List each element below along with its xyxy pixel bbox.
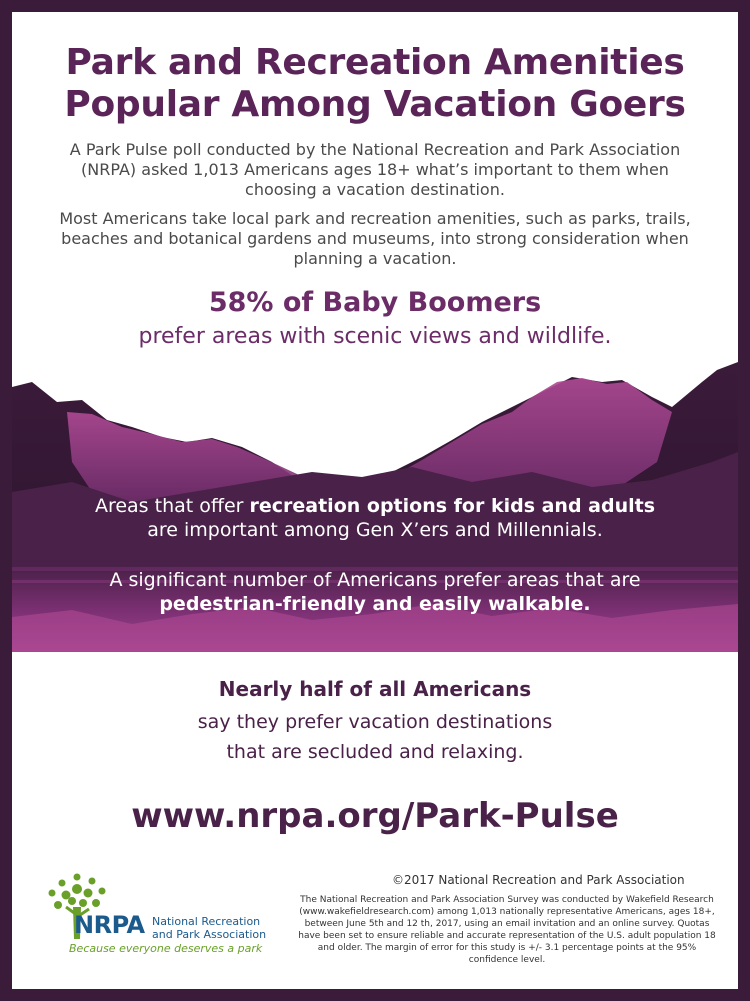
secluded-stat-body: [12, 707, 738, 767]
logo-name-line2: and Park Association: [152, 928, 267, 941]
poster-panel: [12, 12, 738, 989]
logo-name-line1: National Recreation: [152, 915, 261, 928]
walkable-line1: A significant number of Americans prefer areas that are: [109, 569, 641, 591]
baby-boomers-stat: 58% of Baby Boomers: [208, 287, 542, 318]
title-line-1: Park and Recreation Amenities: [65, 42, 685, 83]
park-pulse-link[interactable]: www.nrpa.org/Park-Pulse: [131, 796, 619, 836]
logo-tagline: Because everyone deserves a park: [69, 942, 263, 955]
page-title: [12, 42, 738, 126]
intro-paragraph-1: A Park Pulse poll conducted by the National Recreation and Park Association (NRPA) asked 1,013 Americans ages 18+ what’s important to them when choosing a vacation destination.: [69, 140, 681, 199]
secluded-stat-headline: Nearly half of all Americans: [218, 677, 532, 701]
kids-adults-bold: recreation options for kids and adults: [249, 495, 656, 517]
title-line-2: Popular Among Vacation Goers: [64, 84, 686, 125]
kids-adults-stat: [12, 494, 738, 542]
secluded-line2: that are secluded and relaxing.: [226, 741, 524, 763]
walkable-bold: pedestrian-friendly and easily walkable.: [159, 593, 591, 615]
copyright-text: ©2017 National Recreation and Park Association: [392, 873, 685, 887]
secluded-line1: say they prefer vacation destinations: [197, 711, 553, 733]
logo-name: [152, 915, 282, 941]
intro-paragraph-2: Most Americans take local park and recreation amenities, such as parks, trails, beaches and botanical gardens and museums, into strong consideration when planning a vacation.: [59, 209, 691, 268]
walkable-stat: [12, 568, 738, 616]
baby-boomers-subline: prefer areas with scenic views and wildlife.: [138, 324, 612, 349]
kids-adults-suffix: are important among Gen X’ers and Millennials.: [147, 519, 603, 541]
survey-fine-print: The National Recreation and Park Association Survey was conducted by Wakefield Research (www.wakefieldresearch.com) among 1,013 nationally representative Americans, ages 18+, between June 5th and 12 th, 2017, using an email invitation and an online survey. Quotas have been set to ensure reliable and accurate representation of the U.S. adult population 18 and older. The margin of error for this study is +/- 3.1 percentage points at the 95% confidence level.: [298, 895, 716, 965]
logo-abbr: NRPA: [74, 911, 145, 939]
kids-adults-prefix: Areas that offer: [94, 495, 250, 517]
